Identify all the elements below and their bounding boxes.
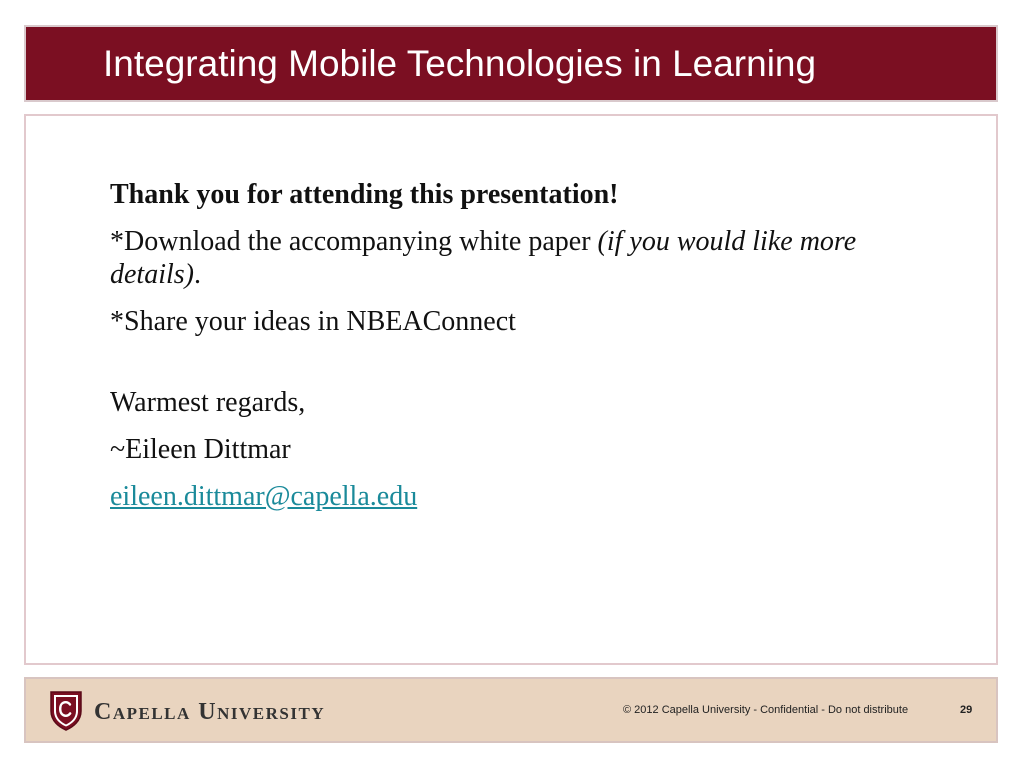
regards-line: Warmest regards, (110, 387, 306, 418)
download-text: *Download the accompanying white paper (110, 226, 598, 257)
title-bar (24, 25, 998, 102)
content-panel (24, 114, 998, 665)
thank-you-heading: Thank you for attending this presentation! (110, 179, 619, 210)
capella-university-logo-text: Capella University (94, 699, 326, 725)
page-number: 29 (960, 704, 973, 716)
share-paragraph: *Share your ideas in NBEAConnect (110, 306, 516, 337)
download-period: . (194, 259, 201, 290)
slide-title: Integrating Mobile Technologies in Learning (103, 42, 817, 84)
download-details-italic: (if you would like more details) (110, 226, 857, 290)
email-link[interactable]: eileen.dittmar@capella.edu (110, 481, 418, 512)
download-paragraph (110, 225, 910, 291)
email-paragraph (110, 480, 910, 513)
copyright-notice: © 2012 Capella University - Confidential - Do not distribute (623, 704, 909, 716)
content-body (110, 178, 910, 527)
spacer (110, 352, 910, 386)
footer-bar (24, 677, 998, 743)
signature-line: ~Eileen Dittmar (110, 434, 291, 465)
capella-shield-icon (48, 689, 84, 731)
